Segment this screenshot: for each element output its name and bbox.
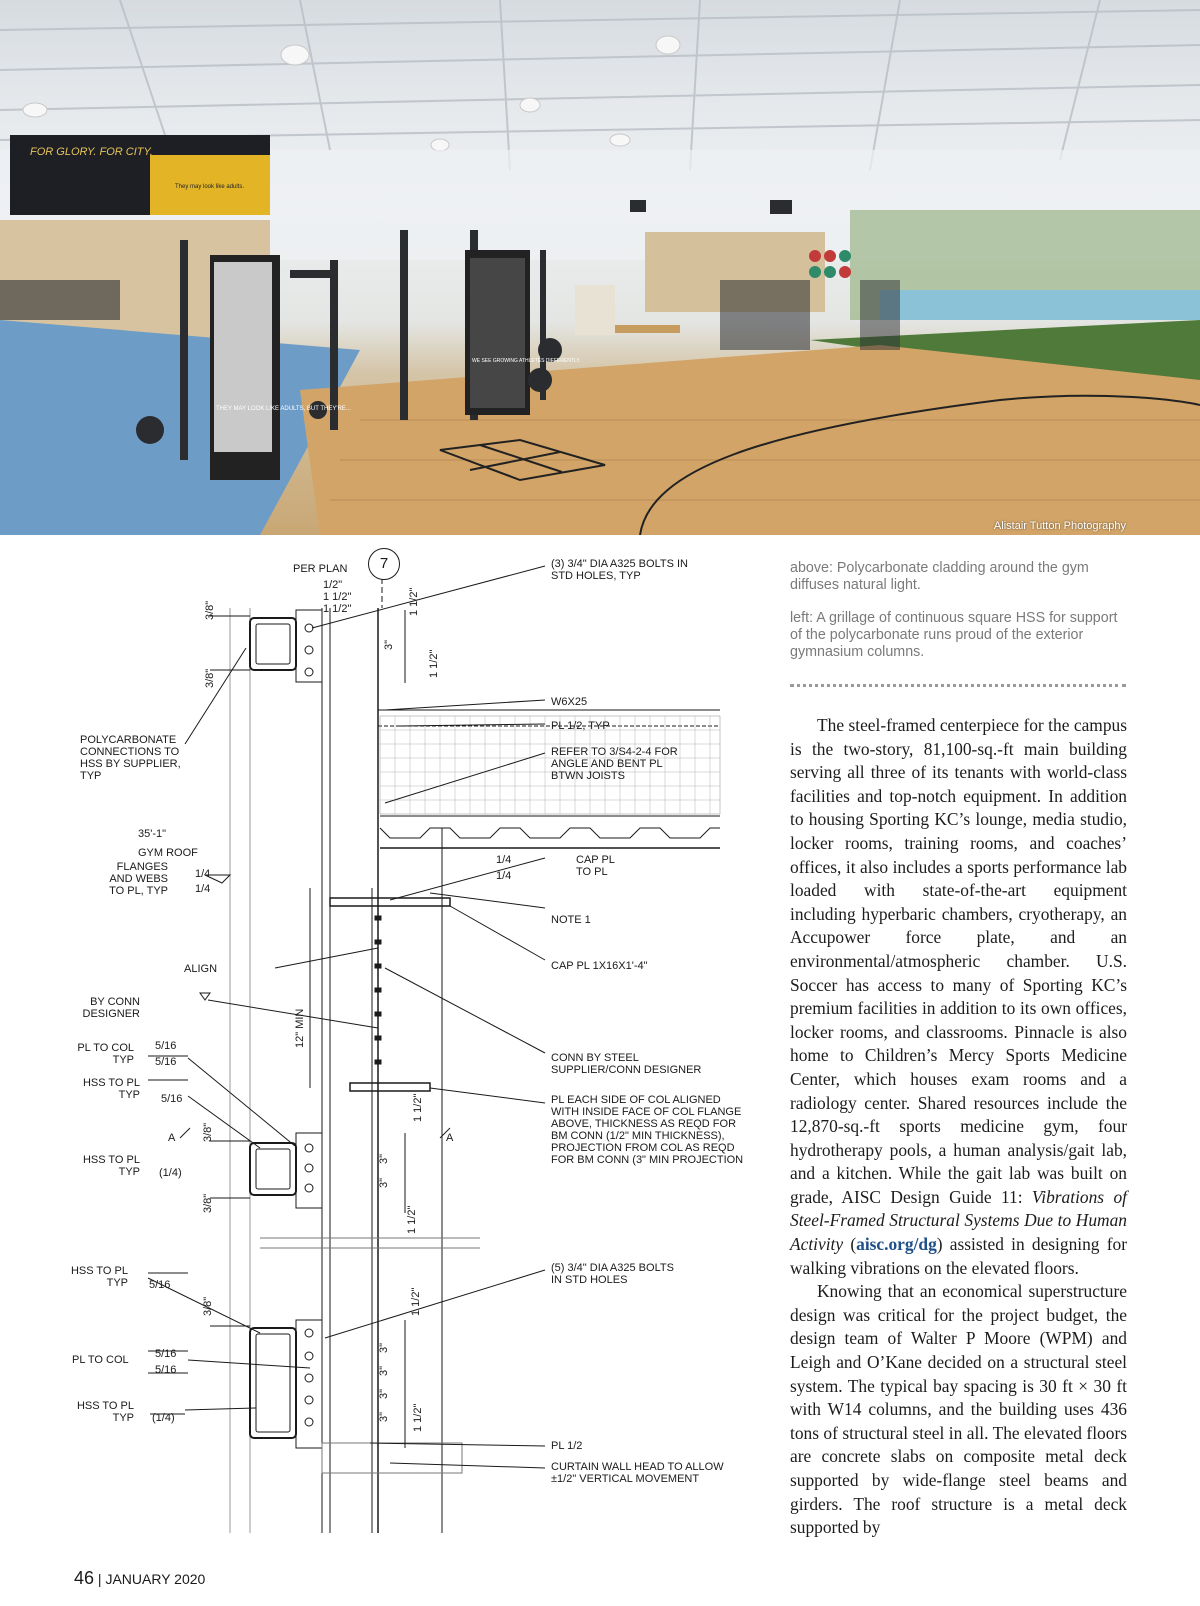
weld-5-16-f: 5/16: [155, 1364, 177, 1376]
label-hss-to-pl-2: HSS TO PL TYP: [82, 1154, 140, 1178]
dim-3-8-c: 3/8": [202, 1122, 214, 1142]
dim-3-v3: 3": [378, 1177, 390, 1188]
dim-3-v6: 3": [378, 1388, 390, 1399]
label-pl-to-col-2: PL TO COL: [72, 1354, 129, 1366]
caption-above: above: Polycarbonate cladding around the gym diffuses natural light.: [790, 560, 1089, 593]
label-align: ALIGN: [184, 963, 218, 975]
dim-1-1-2-v5: 1 1/2": [410, 1287, 422, 1316]
label-hss-to-pl-4: HSS TO PL TYP: [76, 1400, 134, 1424]
label-bolts-bottom: (5) 3/4" DIA A325 BOLTS IN STD HOLES: [551, 1262, 674, 1286]
weld-5-16-b: 5/16: [155, 1056, 177, 1068]
label-bolts-top: (3) 3/4" DIA A325 BOLTS IN STD HOLES, TYP: [551, 558, 688, 582]
dim-12-min: 12" MIN: [294, 1008, 306, 1048]
label-pl-half: PL 1/2: [551, 1440, 583, 1452]
poster-left: [214, 262, 272, 452]
dim-1-1-2-v1: 1 1/2": [408, 587, 420, 616]
label-pl-to-col-1: PL TO COL TYP: [77, 1042, 134, 1066]
dim-1-1-2-v6: 1 1/2": [412, 1403, 424, 1432]
gym-photo-illustration: [0, 0, 1200, 535]
section-a-left: A: [168, 1132, 176, 1144]
article-body: [790, 714, 1127, 1540]
label-pl-half-typ: PL 1/2, TYP: [551, 720, 610, 732]
weld-1-4-paren-b: (1/4): [152, 1412, 175, 1424]
label-hss-to-pl-1: HSS TO PL TYP: [82, 1077, 140, 1101]
label-elevation: 35'-1": [138, 828, 167, 840]
weld-1-4-a: 1/4: [195, 868, 211, 880]
guide-title: Vibrations of Steel-Framed Structural Systems Due to Human Activity: [790, 1186, 1127, 1255]
weld-5-16-c: 5/16: [161, 1093, 183, 1105]
paragraph-2: Knowing that an economical superstructure design was critical for the project budget, the design team of Walter P Moore (WPM) and Leigh and O’Kane decided on a structural steel system. The typical bay spacing is 30 ft × 30 ft with W14 columns, and the building uses 436 tons of structural steel in all. The elevated floors are concrete slabs on composite metal deck supported by wide-flange steel beams and girders. The roof structure is a metal deck supported by: [790, 1281, 1127, 1538]
dim-half: 1/2": [323, 579, 343, 591]
section-a-right: A: [446, 1132, 454, 1144]
caption-left: left: A grillage of continuous square HSS for support of the polycarbonate runs proud of the exterior gymnasium columns.: [790, 610, 1118, 660]
label-cap-pl: CAP PL TO PL: [576, 854, 615, 878]
poster-right: [470, 258, 525, 408]
label-by-conn: BY CONN DESIGNER: [82, 996, 140, 1020]
dim-3-8-a: 3/8": [204, 600, 216, 620]
dim-3-v1: 3": [383, 639, 395, 650]
yellow-banner-text: They may look like adults.: [175, 184, 245, 190]
caption-divider: [790, 684, 1126, 687]
label-w6x25: W6X25: [551, 696, 588, 708]
grid-marker: 7: [368, 548, 400, 580]
connection-detail-drawing: [60, 548, 778, 1533]
page-folio: [74, 1568, 205, 1589]
label-gym-roof: GYM ROOF: [138, 847, 198, 859]
banner-text: FOR GLORY. FOR CITY.: [30, 146, 153, 158]
photo-credit: Alistair Tutton Photography: [993, 520, 1126, 532]
weld-1-4-c: 1/4: [496, 854, 512, 866]
dim-1-1-2-v2: 1 1/2": [428, 649, 440, 678]
dim-3-v4: 3": [378, 1342, 390, 1353]
issue-date: JANUARY 2020: [105, 1571, 206, 1587]
weld-5-16-e: 5/16: [155, 1348, 177, 1360]
label-curtain-wall: CURTAIN WALL HEAD TO ALLOW ±1/2" VERTICAL MOVEMENT: [551, 1461, 724, 1485]
folio-separator: |: [97, 1571, 102, 1587]
poster-left-text: THEY MAY LOOK LIKE ADULTS, BUT THEY'RE...: [216, 406, 351, 412]
weld-1-4-paren-a: (1/4): [159, 1167, 182, 1179]
gym-photo: [0, 0, 1200, 535]
dim-3-8-e: 3/8": [202, 1296, 214, 1316]
dim-per-plan: PER PLAN: [293, 563, 348, 575]
dim-3-v2: 3": [378, 1153, 390, 1164]
label-polycarbonate: POLYCARBONATE CONNECTIONS TO HSS BY SUPPLIER, TYP: [80, 734, 181, 782]
dim-3-v7: 3": [378, 1411, 390, 1422]
label-note1: NOTE 1: [551, 914, 591, 926]
dim-3-v5: 3": [378, 1365, 390, 1376]
dim-1half-a: 1 1/2": [323, 591, 352, 603]
label-hss-to-pl-3: HSS TO PL TYP: [70, 1265, 128, 1289]
dim-3-8-b: 3/8": [204, 668, 216, 688]
dim-1-1-2-v3: 1 1/2": [412, 1093, 424, 1122]
dim-3-8-d: 3/8": [202, 1193, 214, 1213]
aisc-link[interactable]: aisc.org/dg: [856, 1234, 937, 1255]
dim-1half-b: 1 1/2": [323, 603, 352, 615]
weld-1-4-b: 1/4: [195, 883, 211, 895]
weld-5-16-d: 5/16: [149, 1279, 171, 1291]
label-cap-pl-size: CAP PL 1X16X1'-4": [551, 960, 648, 972]
label-pl-each-side: PL EACH SIDE OF COL ALIGNED WITH INSIDE FACE OF COL FLANGE ABOVE, THICKNESS AS REQD FOR BM CONN (1/2" MIN THICKNESS), PROJECTION FROM COL AS REQD FOR BM CONN (3" MIN PROJECTION: [551, 1094, 744, 1166]
page-number: 46: [74, 1568, 95, 1588]
paragraph-1: The steel-framed centerpiece for the campus is the two-story, 81,100-sq.-ft main building serving all three of its tenants with world-class facilities and top-notch equipment. In addition to housing Sporting KC’s lounge, media studio, locker rooms, training rooms, and coaches’ offices, it also includes a sports performance lab loaded with state-of-the-art equipment including hyperbaric chambers, cryotherapy, an Accupower force plate, and an environmental/atmospheric chamber. U.S. Soccer has access to many of Sporting KC’s premium facilities in addition to its own offices, locker rooms, and classrooms. Pinnacle is also home to Children’s Mercy Sports Medicine Center, which houses exam rooms and a radiology center. Shared resources include the 12,870-sq.-ft sports medicine gym, four hydrotherapy pools, a human analysis/gait lab, and a kitchen. While the gait lab was built on grade, AISC Design Guide 11: Vibrations of Steel-Framed Structural Systems Due to Human Activity (aisc.org/dg) assisted in designing for walking vibrations on the elevated floors.: [790, 715, 1127, 1278]
label-conn-by-steel: CONN BY STEEL SUPPLIER/CONN DESIGNER: [551, 1052, 702, 1076]
weld-1-4-d: 1/4: [496, 870, 512, 882]
weld-5-16-a: 5/16: [155, 1040, 177, 1052]
label-flanges: FLANGES AND WEBS TO PL, TYP: [109, 861, 168, 897]
label-refer: REFER TO 3/S4-2-4 FOR ANGLE AND BENT PL BTWN JOISTS: [551, 746, 678, 782]
poster-right-text: WE SEE GROWING ATHLETES DIFFERENTLY.: [472, 358, 581, 364]
dim-1-1-2-v4: 1 1/2": [406, 1205, 418, 1234]
